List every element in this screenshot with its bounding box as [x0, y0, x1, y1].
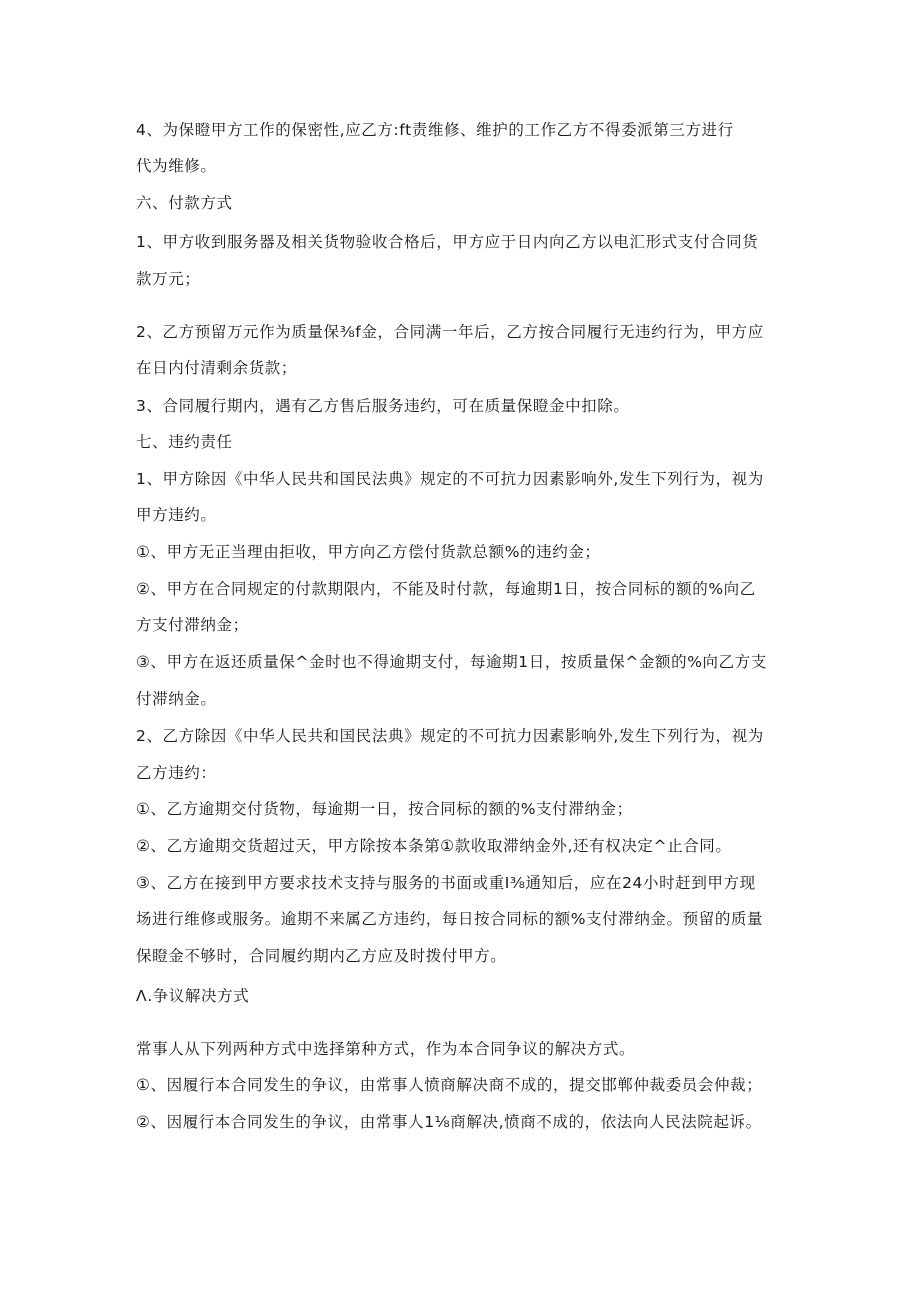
text-line: 1、甲方除因《中华人民共和国民法典》规定的不可抗力因素影响外,发生下列行为，视为 — [136, 470, 764, 488]
text-line: ①、甲方无正当理由拒收，甲方向乙方偿付货款总额%的违约金； — [136, 543, 601, 561]
section-heading: 七、违约责任 — [136, 433, 233, 451]
text-line: 付滞纳金。 — [136, 690, 217, 708]
section-heading: Λ.争议解决方式 — [136, 987, 250, 1005]
text-line: 甲方违约。 — [136, 506, 217, 524]
text-line: ③、甲方在返还质量保^金时也不得逾期支付，每逾期1日，按质量保^金额的%向乙方支 — [136, 653, 767, 671]
text-line: 方支付滞纳金； — [136, 616, 249, 634]
text-line: 在日内付清剩余货款； — [136, 359, 298, 377]
text-line: 代为维修。 — [136, 157, 217, 175]
text-line: 4、为保瞪甲方工作的保密性,应乙方:ft责维修、维护的工作乙方不得委派第三方进行 — [136, 121, 734, 139]
text-line: 乙方违约： — [136, 764, 217, 782]
text-line: ②、乙方逾期交货超过天，甲方除按本条第①款收取滞纳金外,还有权决定^止合同。 — [136, 837, 732, 855]
text-line: ②、甲方在合同规定的付款期限内，不能及时付款，每逾期1日，按合同标的额的%向乙 — [136, 580, 756, 598]
text-line: 2、乙方除因《中华人民共和国民法典》规定的不可抗力因素影响外,发生下列行为，视为 — [136, 727, 764, 745]
text-line: 场进行维修或服务。逾期不来属乙方违约，每日按合同标的额%支付滞纳金。预留的质量 — [136, 910, 764, 928]
text-line: 2、乙方预留万元作为质量保⅜f金，合同满一年后，乙方按合同履行无违约行为，甲方应 — [136, 323, 764, 341]
section-heading: 六、付款方式 — [136, 194, 233, 212]
text-line: 保瞪金不够时，合同履约期内乙方应及时拨付甲方。 — [136, 947, 507, 965]
text-line: ①、乙方逾期交付货物，每逾期一日，按合同标的额的%支付滞纳金； — [136, 800, 633, 818]
text-line: 常事人从下列两种方式中选择第种方式，作为本合同争议的解决方式。 — [136, 1040, 636, 1058]
text-line: 款万元； — [136, 270, 201, 288]
text-line: ③、乙方在接到甲方要求技术支持与服务的书面或重I⅜通知后，应在24小时赶到甲方现 — [136, 874, 756, 892]
text-line: ①、因履行本合同发生的争议，由常事人愤商解决商不成的，提交邯郸仲裁委员会仲裁； — [136, 1076, 763, 1094]
text-line: 3、合同履行期内，遇有乙方售后服务违约，可在质量保瞪金中扣除。 — [136, 397, 630, 415]
text-line: ②、因履行本合同发生的争议，由常事人1⅛商解决,愤商不成的，依法向人民法院起诉。 — [136, 1113, 762, 1131]
text-line: 1、甲方收到服务器及相关货物验收合格后，甲方应于日内向乙方以电汇形式支付合同货 — [136, 233, 759, 251]
